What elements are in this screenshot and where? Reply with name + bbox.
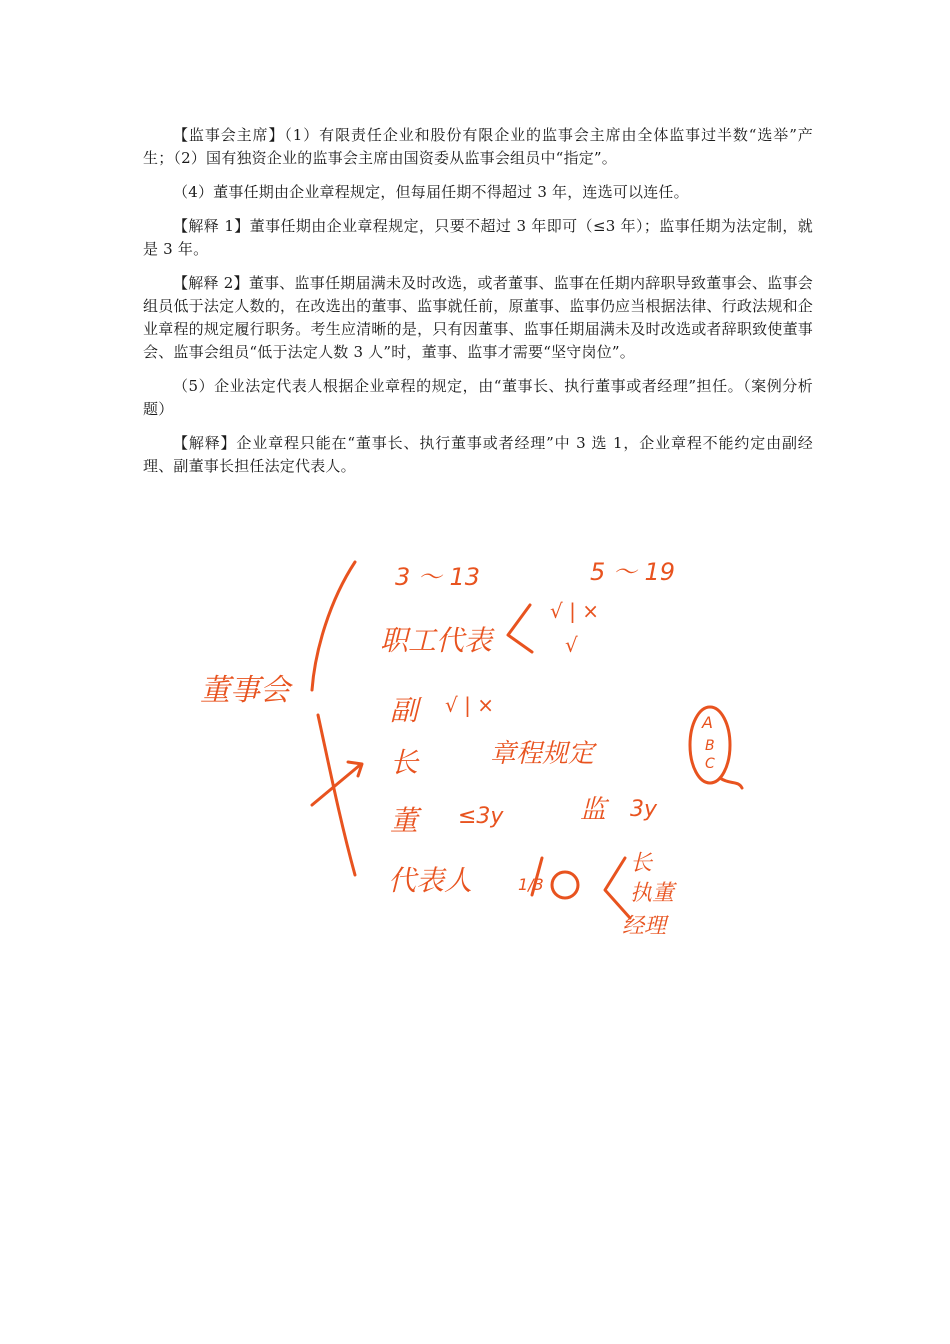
bracket-row2 — [508, 605, 532, 652]
row1-range-a: 3 ～ 13 — [395, 563, 481, 591]
row4-label: 长 — [390, 746, 419, 779]
row6-label: 代表人 — [388, 864, 473, 897]
brace-upper-stroke — [312, 562, 355, 690]
paragraph-explanation-1 — [143, 215, 813, 261]
document-body — [143, 124, 813, 489]
paragraph-legal-rep — [143, 375, 813, 421]
root-label: 董事会 — [200, 673, 290, 708]
fraction-circle — [552, 872, 578, 898]
row1-range-b: 5 ～ 19 — [590, 558, 676, 586]
row3-label: 副 — [390, 694, 419, 727]
paragraph-text: （1）有限责任企业和股份有限企业的监事会主席由全体监事过半数“选举”产生；（2）国有独资企业的监事会主席由国资委从监事会组员中“指定”。 — [143, 126, 813, 167]
paragraph-text: 企业章程只能在“董事长、执行董事或者经理”中 3 选 1，企业章程不能约定由副经理、副董事长担任法定代表人。 — [143, 434, 813, 475]
handwritten-mind-map — [190, 540, 750, 960]
row3-marks: √ | × — [445, 693, 494, 717]
paragraph-label: 【解释 2】 — [173, 274, 249, 292]
row2-marks-top: √ | × — [550, 599, 599, 623]
paragraph-label: 【解释 1】 — [173, 217, 250, 235]
paragraph-label: 【监事会主席】 — [173, 126, 285, 144]
side-option-c: C — [705, 756, 715, 772]
row5-b-note: 3y — [630, 797, 658, 822]
row5-label: 董 — [390, 804, 419, 837]
row6-option-1: 长 — [630, 851, 653, 876]
row2-label: 职工代表 — [380, 624, 493, 657]
side-option-a: A — [702, 713, 713, 732]
paragraph-label: 【解释】 — [173, 434, 237, 452]
paragraph-explanation-3 — [143, 432, 813, 478]
row5-note: ≤3y — [458, 804, 504, 829]
row2-marks-bottom: √ — [565, 633, 578, 657]
options-tail — [720, 778, 742, 788]
row4-note: 章程规定 — [490, 739, 595, 769]
side-option-b: B — [705, 738, 715, 754]
paragraph-explanation-2 — [143, 272, 813, 364]
row5-b-label: 监 — [580, 795, 607, 825]
bracket-row6 — [605, 858, 630, 918]
paragraph-supervisor-chair — [143, 124, 813, 170]
row6-option-2: 执董 — [630, 881, 675, 906]
paragraph-text: 董事任期由企业章程规定，只要不超过 3 年即可（≤3 年）；监事任期为法定制，就是 3 年。 — [143, 217, 814, 258]
paragraph-text: 董事、监事任期届满未及时改选，或者董事、监事在任期内辞职导致董事会、监事会组员低于法定人数的，在改选出的董事、监事就任前，原董事、监事仍应当根据法律、行政法规和企业章程的规定履行职务。考生应清晰的是，只有因董事、监事任期届满未及时改选或者辞职致使董事会、监事会组员“低于法定人数 3 人”时，董事、监事才需要“坚守岗位”。 — [143, 274, 813, 361]
row6-option-3: 经理 — [622, 914, 667, 939]
paragraph-text: （4）董事任期由企业章程规定，但每届任期不得超过 3 年，连选可以连任。 — [173, 183, 689, 201]
paragraph-director-term — [143, 181, 813, 204]
paragraph-text: （5）企业法定代表人根据企业章程的规定，由“董事长、执行董事或者经理”担任。（案例分析题） — [143, 377, 813, 418]
row6-note: 1/3 — [518, 875, 544, 894]
